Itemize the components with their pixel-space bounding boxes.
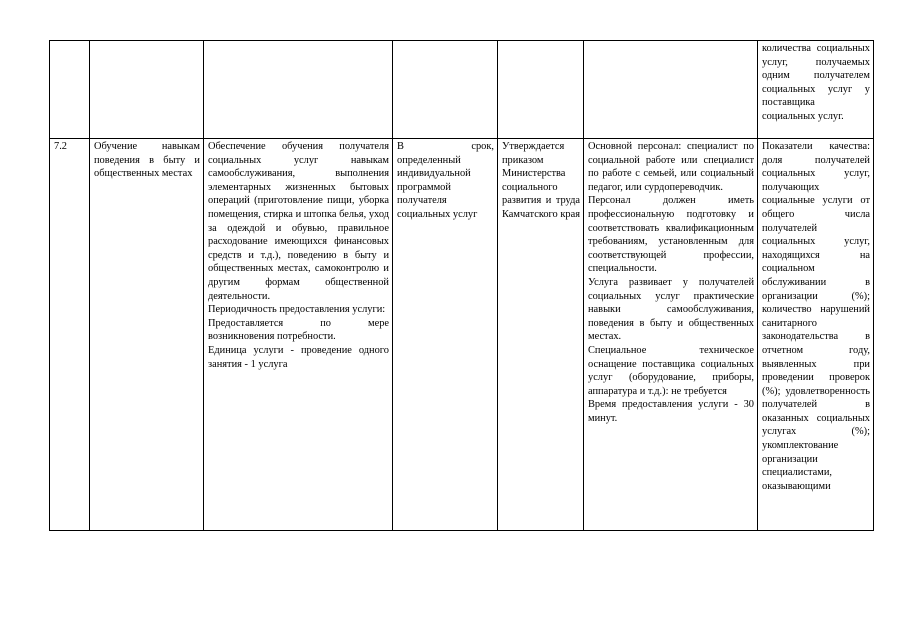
conditions-paragraph-2: Персонал должен иметь профессиональную подготовку и соответствовать квалификационным требованиям, установленным для соответствующей профессии, специальности. <box>588 195 754 275</box>
service-standards-table <box>49 40 874 531</box>
cell-quality-indicators <box>758 139 874 531</box>
cell-number <box>50 41 90 139</box>
conditions-paragraph-5: Время предоставления услуги - 30 минут. <box>588 399 754 424</box>
cell-tariff <box>498 139 584 531</box>
cell-service-name <box>90 139 204 531</box>
cell-conditions <box>584 41 758 139</box>
cell-service-content <box>204 41 393 139</box>
conditions-paragraph-1: Основной персонал: специалист по социальной работе или специалист по работе с семьей, или социальный педагог, или сурдопереводчик. <box>588 141 754 193</box>
tariff-text: Утверждается приказом Министерства социального развития и труда Камчатского края <box>502 141 580 220</box>
content-paragraph-2: Периодичность предоставления услуги: <box>208 304 386 316</box>
cell-service-term <box>393 41 498 139</box>
conditions-paragraph-3: Услуга развивает у получателей социальных услуг практические навыки самообслуживания, поведения в быту и общественных местах. <box>588 276 754 343</box>
content-paragraph-4: Единица услуги - проведение одного занятия - 1 услуга <box>208 344 389 370</box>
table-row-7-2 <box>50 139 874 531</box>
cell-service-name <box>90 41 204 139</box>
row-number: 7.2 <box>54 141 67 152</box>
cell-tariff <box>498 41 584 139</box>
conditions-paragraph-4: Специальное техническое оснащение поставщика социальных услуг (оборудование, приборы, аппаратура и т.д.): не требуется <box>588 344 754 397</box>
cell-service-content <box>204 139 393 531</box>
indicators-continued-text: количества социальных услуг, получаемых одним получателем социальных услуг у поставщика социальных услуг. <box>762 43 870 122</box>
service-term: В срок, определенный индивидуальной программой получателя социальных услуг <box>397 141 494 220</box>
quality-indicators-text: Показатели качества: доля получателей социальных услуг, получающих социальные услуги от общего числа получателей социальных услуг, находящихся на социальном обслуживании в организации (%); количество нарушений санитарного законодательства в отчетном году, выявленных при проведении проверок (%); удовлетворенность получателей в оказанных социальных услугах (%); укомплектование организации специалистами, оказывающими <box>762 141 870 492</box>
content-paragraph-1: Обеспечение обучения получателя социальных услуг навыкам самообслуживания, выполнения элементарных жизненных бытовых операций (приготовление пищи, уборка помещения, стирка и штопка белья, уход за одеждой и обувью, правильное расходование имеющихся финансовых средств и т.д.), поведению в быту и общественных местах, самоконтролю и другим формам общественной деятельности. <box>208 141 389 302</box>
service-name: Обучение навыкам поведения в быту и общественных местах <box>94 141 200 180</box>
table-row-continued <box>50 41 874 139</box>
content-paragraph-3: Предоставляется по мере возникновения потребности. <box>208 317 389 343</box>
cell-number <box>50 139 90 531</box>
cell-conditions <box>584 139 758 531</box>
cell-service-term <box>393 139 498 531</box>
cell-quality-indicators <box>758 41 874 139</box>
